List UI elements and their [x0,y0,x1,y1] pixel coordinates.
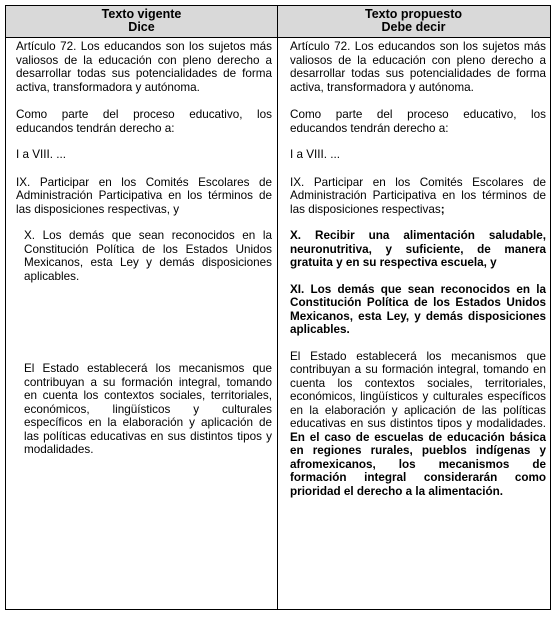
right-paragraph-4-text: IX. Participar en los Comités Escolares de Administración Participativa en los términos de las disposiciones respectivas [290,175,546,216]
left-paragraph-3: I a VIII. ... [16,148,67,161]
right-paragraph-1: Artículo 72. Los educandos son los sujetos más valiosos de la educación con pleno derecho a desarrollar todas sus potencialidades de forma activa, transformadora y autónoma. [290,40,546,94]
left-paragraph-2: Como parte del proceso educativo, los educandos tendrán derecho a: [16,108,272,135]
left-paragraph-4: IX. Participar en los Comités Escolares de Administración Participativa en los términos de las disposiciones respectivas, y [16,175,272,216]
right-paragraph-6-new-fraction: XI. Los demás que sean reconocidos en la Constitución Política de los Estados Unidos Mexicanos, esta Ley, y demás disposiciones aplicables. [290,282,546,336]
header-right-subtitle: Debe decir [381,20,446,34]
left-paragraph-5: X. Los demás que sean reconocidos en la Constitución Política de los Estados Unidos Mexicanos, esta Ley y demás disposiciones aplicables. [24,229,272,283]
right-paragraph-2: Como parte del proceso educativo, los educandos tendrán derecho a: [290,108,546,135]
column-divider [277,6,278,609]
left-paragraph-1: Artículo 72. Los educandos son los sujetos más valiosos de la educación con pleno derecho a desarrollar todas sus potencialidades de forma activa, transformadora y autónoma. [16,40,272,94]
right-paragraph-3: I a VIII. ... [290,148,341,161]
header-left-subtitle: Dice [128,20,155,34]
right-paragraph-5-new-fraction: X. Recibir una alimentación saludable, neuronutritiva, y suficiente, de manera gratuita y en su respectiva escuela, y [290,229,546,269]
header-right [278,8,549,34]
header-left-title: Texto vigente [101,7,182,21]
comparison-table [5,5,551,610]
table-header [6,6,550,38]
right-paragraph-7 [290,350,546,499]
right-paragraph-7-text: El Estado establecerá los mecanismos que contribuyan a su formación integral, tomando en cuenta los contextos sociales, territoriales, económicos, lingüísticos y culturales específicos en la elaboración y aplicación de las políticas educativas en sus distintos tipos y modalidades. [290,349,546,430]
right-column [290,40,546,498]
right-paragraph-4 [290,176,546,217]
right-paragraph-7-addition: En el caso de escuelas de educación básica en regiones rurales, pueblos indígenas y afromexicanos, los mecanismos de formación integral considerarán como prioridad el derecho a la alimentación. [290,430,546,498]
left-paragraph-6: El Estado establecerá los mecanismos que contribuyan a su formación integral, tomando en cuenta los contextos sociales, territoriales, económicos, lingüísticos y culturales específicos en la elaboración y aplicación de las políticas educativas en sus distintos tipos y modalidades. [24,362,272,456]
right-paragraph-4-semicolon: ; [440,202,445,216]
header-right-title: Texto propuesto [365,7,462,21]
left-column [16,40,272,457]
header-left [6,8,277,34]
